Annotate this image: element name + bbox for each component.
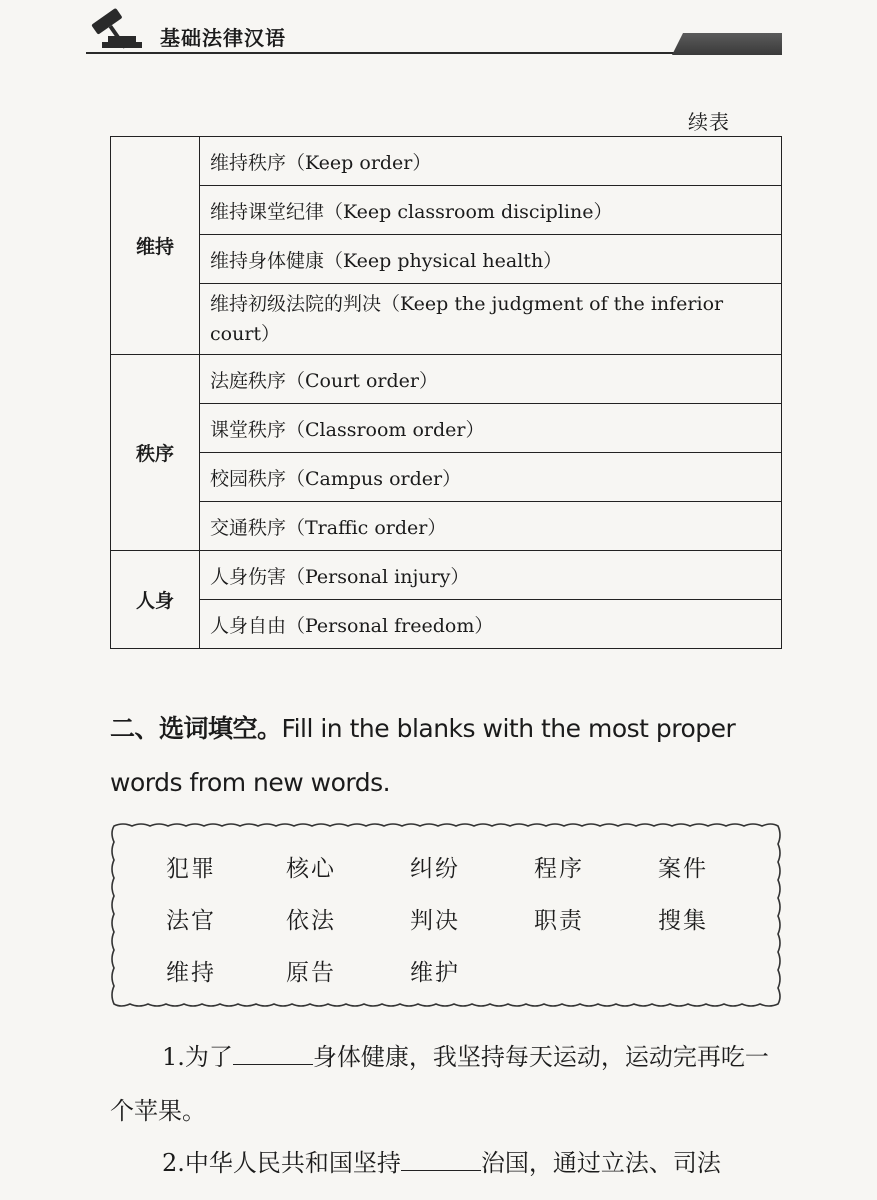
word-item: 维护: [410, 960, 460, 986]
header-tab: [672, 33, 782, 55]
word-item: 案件: [658, 856, 708, 882]
word-item: 法官: [166, 908, 216, 934]
table-row: [111, 284, 782, 355]
table-cell: 校园秩序（Campus order）: [200, 453, 782, 502]
word-item: 依法: [286, 908, 336, 934]
word-item: 判决: [410, 908, 460, 934]
table-row: [111, 235, 782, 284]
word-item: 纠纷: [410, 856, 460, 882]
word-item: 程序: [534, 856, 584, 882]
gavel-icon: [80, 4, 150, 54]
word-item: 搜集: [658, 908, 708, 934]
table-cell: 人身伤害（Personal injury）: [200, 551, 782, 600]
word-item: 原告: [286, 960, 336, 986]
word-item: 维持: [166, 960, 216, 986]
answer-blank[interactable]: [401, 1150, 481, 1171]
table-cell: 维持秩序（Keep order）: [200, 137, 782, 186]
table-cell: 人身自由（Personal freedom）: [200, 600, 782, 649]
word-bank-box: [108, 820, 784, 1010]
book-title: 基础法律汉语: [160, 26, 286, 50]
table-cell: 维持初级法院的判决（Keep the judgment of the inferior court）: [200, 284, 782, 355]
word-item: 核心: [286, 856, 336, 882]
section-heading: [110, 702, 786, 810]
section-heading-cn: 二、选词填空。: [110, 714, 282, 743]
word-item: 职责: [534, 908, 584, 934]
table-cell: 维持身体健康（Keep physical health）: [200, 235, 782, 284]
table-cell: 交通秩序（Traffic order）: [200, 502, 782, 551]
section-heading-en: Fill in the blanks with the most proper words from new words.: [110, 714, 736, 797]
category-cell: 人身: [111, 551, 200, 649]
category-cell: 维持: [111, 137, 200, 355]
table-cell: 课堂秩序（Classroom order）: [200, 404, 782, 453]
answer-blank[interactable]: [233, 1044, 313, 1065]
continued-label: 续表: [688, 110, 730, 134]
table-row: [111, 404, 782, 453]
table-row: [111, 137, 782, 186]
table-cell: 法庭秩序（Court order）: [200, 355, 782, 404]
word-item: 犯罪: [166, 856, 216, 882]
header-rule: [86, 52, 688, 54]
table-row: [111, 453, 782, 502]
table-cell: 维持课堂纪律（Keep classroom discipline）: [200, 186, 782, 235]
page-header: [0, 0, 877, 60]
table-row: [111, 502, 782, 551]
question-2: 2.中华人民共和国坚持 治国，通过立法、司法: [162, 1149, 721, 1177]
question-1: 1.为了 身体健康，我坚持每天运动，运动完再吃一个苹果。: [110, 1043, 769, 1125]
table-row: [111, 186, 782, 235]
table-row: [111, 551, 782, 600]
vocabulary-table: [110, 136, 782, 649]
category-cell: 秩序: [111, 355, 200, 551]
table-row: [111, 600, 782, 649]
table-row: [111, 355, 782, 404]
